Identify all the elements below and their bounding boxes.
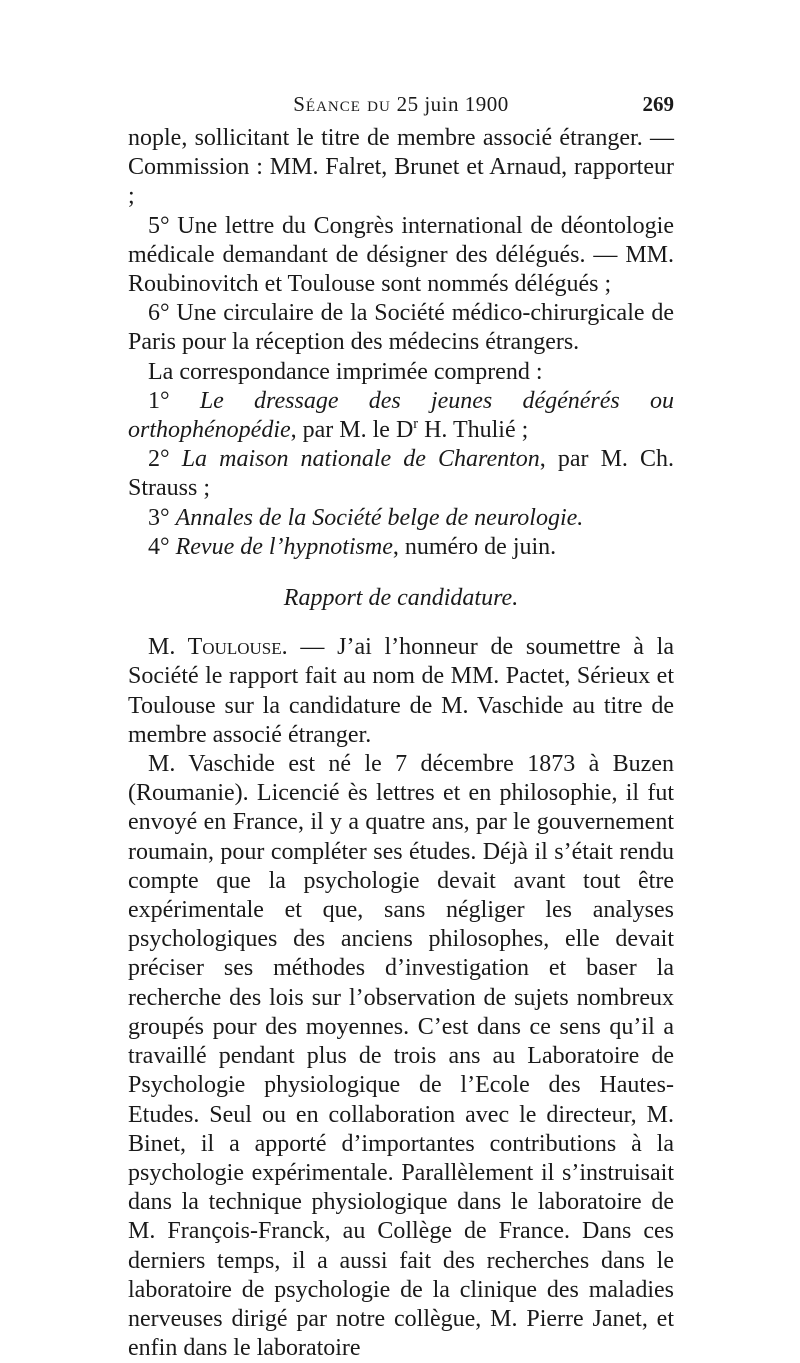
item-title: Annales de la Société belge de neurologie. bbox=[175, 504, 584, 531]
section-heading: Rapport de candidature. bbox=[283, 585, 519, 612]
report-paragraph-1 bbox=[128, 633, 674, 750]
page-body bbox=[128, 124, 674, 1363]
paragraph-item-5: 5° Une lettre du Congrès international de déontologie médicale demandant de désigner des délégués. — MM. Roubinovitch et Toulouse sont nommés délégués ; bbox=[128, 212, 674, 298]
item-text: H. Thulié ; bbox=[418, 417, 529, 444]
item-text: , par M. le D bbox=[290, 417, 414, 444]
paragraph-correspondence: La correspondance imprimée comprend : bbox=[148, 358, 543, 385]
header-title bbox=[128, 92, 674, 117]
running-header bbox=[128, 92, 674, 122]
item-text: , par M. Ch. Strauss ; bbox=[128, 446, 674, 502]
page-number: 269 bbox=[642, 92, 674, 116]
item-superscript: r bbox=[413, 416, 419, 433]
printed-item-4 bbox=[128, 533, 674, 562]
item-title: La maison nationale de Charenton bbox=[181, 446, 540, 473]
report-text: — J’ai l’honneur de soumettre à la Société le rapport fait au nom de MM. Pactet, Sérieux et Toulouse sur la candidature de M. Vaschide au titre de membre associé étranger. bbox=[128, 634, 674, 748]
item-number: 3° bbox=[148, 504, 176, 531]
item-text: , numéro de juin. bbox=[392, 533, 557, 560]
paragraph-item-6: 6° Une circulaire de la Société médico-chirurgicale de Paris pour la réception des médecins étrangers. bbox=[128, 300, 674, 356]
item-number: 1° bbox=[148, 387, 200, 414]
item-title: Revue de l’hypnotisme bbox=[175, 533, 393, 560]
printed-item-1 bbox=[128, 387, 674, 445]
printed-item-2 bbox=[128, 445, 674, 503]
speaker-name: M. Toulouse. bbox=[148, 634, 288, 661]
item-number: 2° bbox=[148, 446, 182, 473]
header-prefix: Séance du bbox=[293, 92, 391, 116]
paragraph-continued: nople, sollicitant le titre de membre associé étranger. — Commission : MM. Falret, Brunet et Arnaud, rapporteur ; bbox=[128, 125, 674, 210]
printed-item-3 bbox=[128, 504, 674, 533]
report-paragraph-2: M. Vaschide est né le 7 décembre 1873 à Buzen (Roumanie). Licencié ès lettres et en philosophie, il fut envoyé en France, il y a quatre ans, par le gouvernement roumain, pour compléter ses études. Déjà il s’était rendu compte que la psychologie devait avant tout être expérimentale et que, sans négliger les analyses psychologiques des anciens philosophes, elle devait préciser ses méthodes d’investigation et baser la recherche des lois sur l’observation de sujets nombreux groupés pour des moyennes. C’est dans ce sens qu’il a travaillé pendant plus de trois ans au Laboratoire de Psychologie physiologique de l’Ecole des Hautes-Etudes. Seul ou en collaboration avec le directeur, M. Binet, il a apporté d’importantes contributions à la psychologie expérimentale. Parallèlement il s’instruisait dans la technique physiologique dans le laboratoire de M. François-Franck, au Collège de France. Dans ces derniers temps, il a aussi fait des recherches dans le laboratoire de psychologie de la clinique des maladies nerveuses dirigé par notre collègue, M. Pierre Janet, et enfin dans le laboratoire bbox=[128, 751, 674, 1362]
item-number: 4° bbox=[148, 533, 176, 560]
header-date: 25 juin 1900 bbox=[396, 92, 509, 116]
item-title: Le dressage des jeunes dégénérés ou orthophénopédie bbox=[128, 387, 674, 444]
